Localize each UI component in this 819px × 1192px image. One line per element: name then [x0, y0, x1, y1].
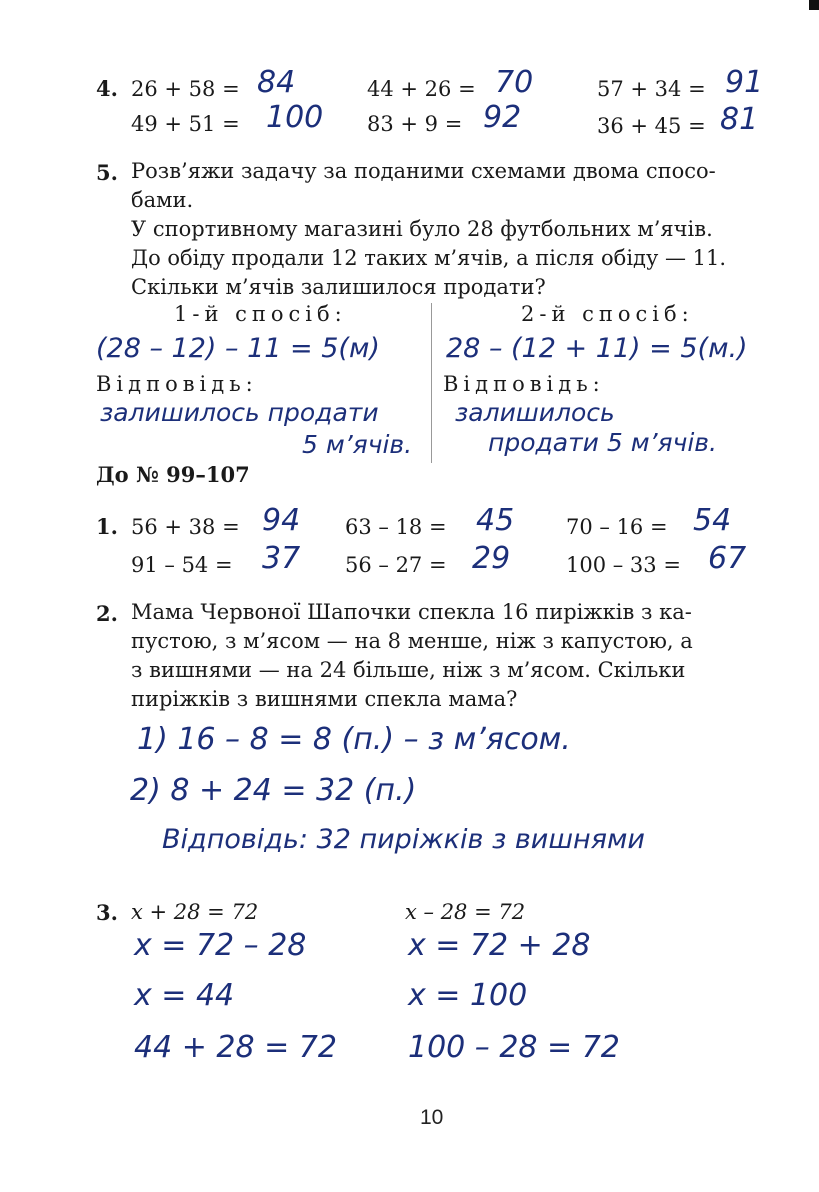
- task2-number: 2.: [96, 601, 118, 626]
- task2-line-3: з вишнями — на 24 більше, ніж з м’ясом. Скільки: [131, 658, 686, 682]
- task4-answer-3: 91: [725, 65, 764, 100]
- method1-answer-line1: залишилось продати: [100, 398, 379, 427]
- task5-line-3: У спортивному магазині було 28 футбольних м’ячів.: [131, 217, 713, 241]
- task1-number: 1.: [96, 514, 118, 539]
- task3-right-equation: x – 28 = 72: [405, 900, 526, 924]
- task1-answer-1: 94: [262, 503, 301, 538]
- method2-answer-line1: залишилось: [455, 398, 615, 427]
- task3-left-equation: x + 28 = 72: [131, 900, 259, 924]
- page-number: 10: [420, 1106, 444, 1129]
- task2-line-4: пиріжків з вишнями спекла мама?: [131, 687, 518, 711]
- method1-label: 1-й спосіб:: [174, 302, 347, 326]
- task1-expr-3: 70 – 16 =: [566, 515, 668, 539]
- task5-line-2: бами.: [131, 188, 194, 212]
- task1-expr-4: 91 – 54 =: [131, 553, 233, 577]
- task5-number: 5.: [96, 160, 118, 185]
- task4-answer-6: 81: [720, 102, 759, 137]
- task1-answer-4: 37: [262, 541, 301, 576]
- task3-left-step1: x = 72 – 28: [134, 928, 307, 963]
- method-divider: [431, 303, 432, 463]
- method2-answer-line2: продати 5 м’ячів.: [488, 428, 717, 457]
- task3-number: 3.: [96, 900, 118, 925]
- task3-right-step1: x = 72 + 28: [408, 928, 591, 963]
- task1-answer-3: 54: [693, 503, 732, 538]
- method2-label: 2-й спосіб:: [521, 302, 694, 326]
- task4-answer-1: 84: [257, 65, 296, 100]
- task1-answer-5: 29: [472, 541, 511, 576]
- method2-answer-label: Відповідь:: [443, 372, 605, 396]
- task4-number: 4.: [96, 76, 118, 101]
- task1-expr-6: 100 – 33 =: [566, 553, 681, 577]
- page-corner-mark: [809, 0, 819, 10]
- task3-left-check: 44 + 28 = 72: [134, 1030, 337, 1065]
- task2-answer: Відповідь: 32 пиріжків з вишнями: [162, 824, 645, 855]
- task2-line-1: Мама Червоної Шапочки спекла 16 пиріжків з ка-: [131, 600, 692, 624]
- task1-expr-1: 56 + 38 =: [131, 515, 240, 539]
- method1-solution: (28 – 12) – 11 = 5(м): [96, 333, 380, 364]
- task1-expr-2: 63 – 18 =: [345, 515, 447, 539]
- task2-line-2: пустою, з м’ясом — на 8 менше, ніж з капустою, а: [131, 629, 693, 653]
- task4-expr-4: 49 + 51 =: [131, 112, 240, 136]
- task4-expr-3: 57 + 34 =: [597, 77, 706, 101]
- task4-expr-6: 36 + 45 =: [597, 114, 706, 138]
- task4-answer-5: 92: [483, 100, 522, 135]
- task4-answer-4: 100: [266, 100, 324, 135]
- task4-expr-5: 83 + 9 =: [367, 112, 463, 136]
- task1-expr-5: 56 – 27 =: [345, 553, 447, 577]
- task4-expr-2: 44 + 26 =: [367, 77, 476, 101]
- section-heading: До № 99–107: [96, 462, 250, 487]
- task3-right-check: 100 – 28 = 72: [408, 1030, 620, 1065]
- method1-answer-label: Відповідь:: [96, 372, 258, 396]
- task2-solution-1: 1) 16 – 8 = 8 (п.) – з м’ясом.: [137, 722, 571, 757]
- task1-answer-2: 45: [476, 503, 515, 538]
- task2-solution-2: 2) 8 + 24 = 32 (п.): [130, 773, 417, 808]
- task4-answer-2: 70: [495, 65, 534, 100]
- task5-line-4: До обіду продали 12 таких м’ячів, а після обіду — 11.: [131, 246, 727, 270]
- task3-right-step2: x = 100: [408, 978, 528, 1013]
- method2-solution: 28 – (12 + 11) = 5(м.): [446, 333, 748, 364]
- task5-line-5: Скільки м’ячів залишилося продати?: [131, 275, 546, 299]
- task5-line-1: Розв’яжи задачу за поданими схемами двома спосо-: [131, 159, 716, 183]
- method1-answer-line2: 5 м’ячів.: [302, 430, 413, 459]
- task3-left-step2: x = 44: [134, 978, 235, 1013]
- task1-answer-6: 67: [708, 541, 747, 576]
- task4-expr-1: 26 + 58 =: [131, 77, 240, 101]
